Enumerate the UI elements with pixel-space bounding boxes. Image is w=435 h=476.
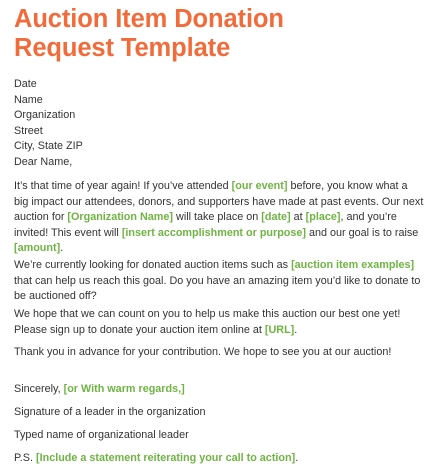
intro-text-7: . xyxy=(60,242,64,254)
signup-text-1: We hope that we can count on you to help us make this auction our best one yet! Please sign up to donate your auction item online at xyxy=(14,308,401,336)
placeholder-amount: [amount] xyxy=(14,242,61,254)
address-street: Street xyxy=(14,124,43,137)
closing-line xyxy=(14,382,424,398)
paragraph-request xyxy=(14,258,424,305)
placeholder-date: [date] xyxy=(261,211,291,223)
placeholder-place: [place] xyxy=(305,211,341,223)
address-city: City, State ZIP xyxy=(14,140,83,152)
postscript-end: . xyxy=(295,452,299,464)
placeholder-accomplishment: [insert accomplishment or purpose] xyxy=(121,226,307,239)
closing-text: Sincerely, xyxy=(14,383,64,395)
page-title xyxy=(14,5,284,63)
paragraph-signup xyxy=(14,307,424,338)
placeholder-auction-item-examples: [auction item examples] xyxy=(291,259,415,271)
signup-text-2: . xyxy=(294,323,298,336)
request-text-1: We’re currently looking for donated auction items such as xyxy=(14,259,292,271)
placeholder-call-to-action: [Include a statement reiterating your call to action] xyxy=(36,452,296,464)
recipient-address-block xyxy=(14,77,424,155)
intro-text-3: will take place on xyxy=(173,211,262,223)
intro-text-2: before, you know what a big impact our attendees, donors, and supporters have made at past events. Our next auction for xyxy=(14,180,424,223)
postscript-prefix: P.S. xyxy=(14,452,37,464)
postscript xyxy=(14,451,424,467)
intro-text-6: and our goal is to raise xyxy=(306,226,419,239)
address-name: Name xyxy=(14,93,43,106)
address-organization: Organization xyxy=(14,109,76,121)
placeholder-event: [our event] xyxy=(231,180,288,192)
paragraph-intro xyxy=(14,179,424,257)
page-title-line-2: Request Template xyxy=(14,34,231,62)
placeholder-closing-alternative: [or With warm regards,] xyxy=(63,383,185,395)
placeholder-url: [URL] xyxy=(264,323,295,336)
request-text-2: that can help us reach this goal. Do you have an amazing item you’d like to donate to be auctioned off? xyxy=(14,274,421,302)
paragraph-thanks: Thank you in advance for your contribution. We hope to see you at our auction! xyxy=(14,346,392,358)
placeholder-organization-name: [Organization Name] xyxy=(67,211,174,223)
signature-line: Signature of a leader in the organization xyxy=(14,406,206,418)
intro-text-1: It’s that time of year again! If you’ve attended xyxy=(14,180,232,192)
typed-name-line: Typed name of organizational leader xyxy=(14,429,189,441)
salutation: Dear Name, xyxy=(14,156,73,168)
intro-text-5: , and you’re invited! This event will xyxy=(14,211,397,239)
intro-text-4: at xyxy=(290,211,306,223)
address-date: Date xyxy=(14,78,37,90)
page-title-line-1: Auction Item Donation xyxy=(14,5,284,33)
